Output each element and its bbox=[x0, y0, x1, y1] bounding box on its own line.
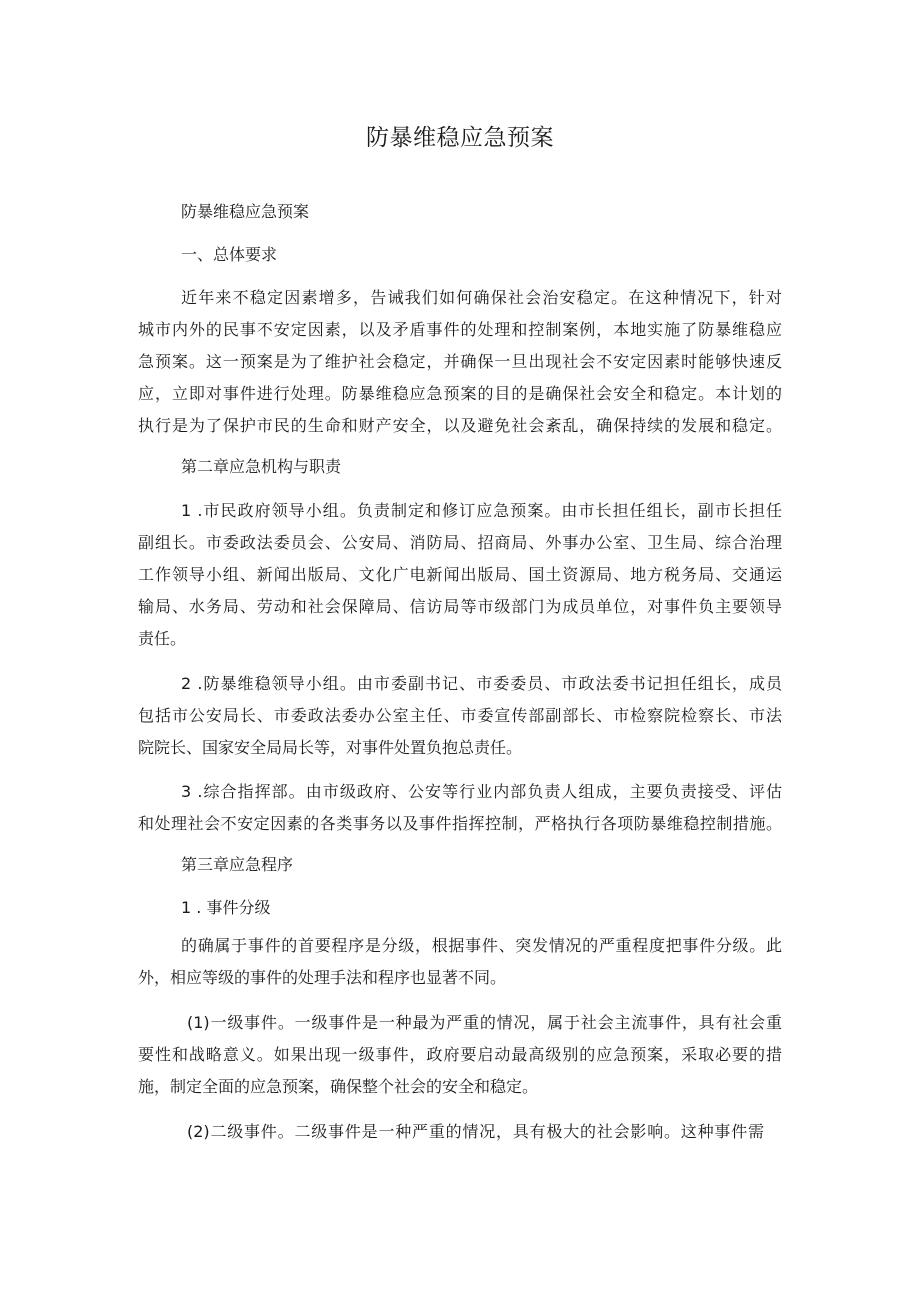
paragraph-line: 2 .防暴维稳领导小组。由市委副书记、市委委员、市政法委书记担任组长，成员 bbox=[181, 674, 782, 693]
paragraph-line: 和处理社会不安定因素的各类事务以及事件指挥控制，严格执行各项防暴维稳控制措施。 bbox=[138, 814, 782, 833]
paragraph-line: 外，相应等级的事件的处理手法和程序也显著不同。 bbox=[138, 968, 507, 987]
paragraph-line: 副组长。市委政法委员会、公安局、消防局、招商局、外事办公室、卫生局、综合治理 bbox=[138, 533, 782, 552]
document-subtitle: 防暴维稳应急预案 bbox=[181, 202, 310, 221]
paragraph-line: 工作领导小组、新闻出版局、文化广电新闻出版局、国土资源局、地方税务局、交通运 bbox=[138, 565, 782, 584]
paragraph-line: 应，立即对事件进行处理。防暴维稳应急预案的目的是确保社会安全和稳定。本计划的 bbox=[138, 384, 782, 403]
paragraph-line: 城市内外的民事不安定因素，以及矛盾事件的处理和控制案例，本地实施了防暴维稳应 bbox=[138, 320, 782, 339]
paragraph-line: 的确属于事件的首要程序是分级，根据事件、突发情况的严重程度把事件分级。此 bbox=[181, 936, 782, 955]
chapter3-sub1-heading: 1 . 事件分级 bbox=[181, 898, 271, 917]
document-title: 防暴维稳应急预案 bbox=[366, 125, 554, 151]
chapter2-heading: 第二章应急机构与职责 bbox=[181, 457, 342, 476]
paragraph-line: 近年来不稳定因素增多，告诫我们如何确保社会治安稳定。在这种情况下，针对 bbox=[181, 288, 782, 307]
paragraph-line: 输局、水务局、劳动和社会保障局、信访局等市级部门为成员单位，对事件负主要领导 bbox=[138, 597, 782, 616]
paragraph-line: 责任。 bbox=[138, 629, 187, 648]
paragraph-line: 院院长、国家安全局局长等，对事件处置负抱总责任。 bbox=[138, 738, 523, 757]
paragraph-line: 施，制定全面的应急预案，确保整个社会的安全和稳定。 bbox=[138, 1077, 539, 1096]
paragraph-line: 包括市公安局长、市委政法委办公室主任、市委宣传部副部长、市检察院检察长、市法 bbox=[138, 706, 782, 725]
chapter3-heading: 第三章应急程序 bbox=[181, 855, 294, 874]
paragraph-line: 要性和战略意义。如果出现一级事件，政府要启动最高级别的应急预案，采取必要的措 bbox=[138, 1045, 782, 1064]
paragraph-line: (1)一级事件。一级事件是一种最为严重的情况，属于社会主流事件，具有社会重 bbox=[187, 1013, 782, 1032]
paragraph-line: 执行是为了保护市民的生命和财产安全，以及避免社会紊乱，确保持续的发展和稳定。 bbox=[138, 416, 782, 435]
paragraph-line: (2)二级事件。二级事件是一种严重的情况，具有极大的社会影响。这种事件需 bbox=[187, 1122, 764, 1141]
paragraph-line: 急预案。这一预案是为了维护社会稳定，并确保一旦出现社会不安定因素时能够快速反 bbox=[138, 352, 782, 371]
paragraph-line: 3 .综合指挥部。由市级政府、公安等行业内部负责人组成，主要负责接受、评估 bbox=[181, 782, 782, 801]
section1-heading: 一、总体要求 bbox=[181, 245, 278, 264]
paragraph-line: 1 .市民政府领导小组。负责制定和修订应急预案。由市长担任组长，副市长担任 bbox=[181, 501, 782, 520]
